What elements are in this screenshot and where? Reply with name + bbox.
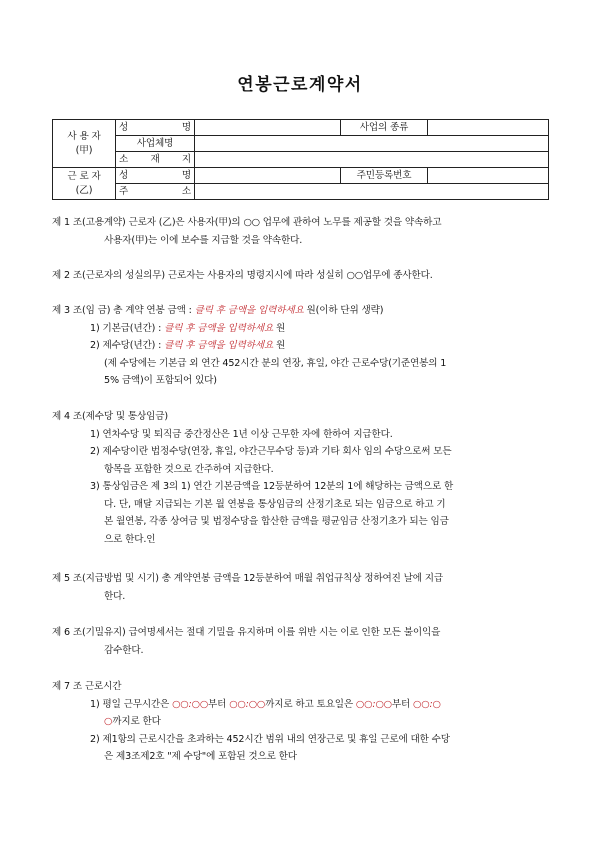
article-6 (52, 624, 550, 659)
article-4-item-3-line-1: 3) 통상임금은 제 3의 1) 연간 기본금액을 12등분하여 12분의 1에 해당하는 금액으로 한 (90, 481, 454, 492)
article-4-line-1: 제 4 조(제수당 및 통상임금) (52, 411, 168, 422)
article-7-item-2-line-2: 은 제3조제2호 "제 수당"에 포함된 것으로 한다 (104, 751, 297, 762)
from-text-2: 부터 (391, 698, 414, 710)
allowance-label: 2) 제수당(년간) : (90, 340, 165, 351)
location-label: 소 재 지 (116, 152, 195, 168)
article-1 (52, 214, 550, 249)
employer-label-cell (53, 120, 116, 168)
article-4-item-3-line-2: 다. 단, 매달 지급되는 기본 월 연봉을 통상임금의 산정기초로 되는 임금으로 하고 기 (104, 498, 446, 510)
article-5-line-1: 제 5 조(지급방법 및 시기) 총 계약연봉 금액을 12등분하여 매월 취업규칙상 정하여진 날에 지급 (52, 573, 443, 584)
article-2 (52, 267, 550, 285)
weekday-end-time-input[interactable]: ○○:○○ (229, 698, 266, 710)
article-7-item-1-line-2 (52, 713, 550, 731)
weekday-hours-label: 1) 평일 근무시간은 (90, 698, 173, 710)
article-1-line-2: 사용자(甲)는 이에 보수를 지급할 것을 약속한다. (104, 234, 303, 246)
location-field[interactable] (195, 152, 549, 168)
address-label: 주 소 (116, 184, 195, 200)
saturday-start-time-input[interactable]: ○○:○○ (355, 698, 392, 710)
employer-name-field[interactable] (195, 120, 341, 136)
article-2-line-1: 제 2 조(근로자의 성실의무) 근로자는 사용자의 명령지시에 따라 성실히 ○○업무에 종사한다. (52, 270, 433, 281)
article-5-line-2: 한다. (104, 590, 126, 602)
employer-label: 사 용 자 (67, 130, 101, 142)
article-3-note-line-2: 5% 금액)이 포함되어 있다) (104, 375, 217, 386)
business-type-field[interactable] (428, 120, 549, 136)
document-title: 연봉근로계약서 (237, 75, 363, 95)
article-7-item-2-line-1: 2) 제1항의 근로시간을 초과하는 452시간 범위 내의 연장근로 및 휴일 근로에 대한 수당 (90, 733, 450, 745)
allowance-unit: 원 (273, 340, 286, 351)
from-text-1: 부터 (208, 698, 230, 710)
article-3-item-1 (52, 320, 550, 338)
article-4-item-2-line-1: 2) 제수당이란 법정수당(연장, 휴일, 야간근무수당 등)과 기타 회사 임의 수당으로써 모든 (90, 446, 452, 457)
article-4 (52, 408, 550, 548)
until-text: 까지로 한다 (112, 716, 161, 727)
article-3-total-prefix: 제 3 조(임 금) 총 계약 연봉 금액 : (52, 305, 195, 316)
base-pay-amount-input[interactable]: 클릭 후 금액을 입력하세요 (164, 322, 274, 334)
article-3-note-line-1: (제 수당에는 기본급 외 연간 452시간 분의 연장, 휴일, 야간 근로수당(기준연봉의 1 (104, 357, 447, 369)
allowance-amount-input[interactable]: 클릭 후 금액을 입력하세요 (164, 340, 274, 351)
employee-name-label: 성 명 (116, 168, 195, 184)
article-4-item-3-line-3: 본 월연봉, 각종 상여금 및 법정수당을 합산한 금액을 평균임금 산정기초가 되는 임금 (104, 516, 449, 527)
employee-name-field[interactable] (195, 168, 341, 184)
saturday-text: 까지로 하고 토요일은 (265, 698, 356, 710)
article-7 (52, 678, 550, 766)
article-4-item-1: 1) 연차수당 및 퇴직금 중간정산은 1년 이상 근무한 자에 한하여 지급한다. (90, 428, 393, 440)
article-4-item-3-line-4: 으로 한다.인 (104, 533, 156, 545)
saturday-end-time-input-tail[interactable]: ○ (104, 716, 113, 727)
address-field[interactable] (195, 184, 549, 200)
weekday-start-time-input[interactable]: ○○:○○ (172, 698, 209, 710)
article-7-item-1-line-1 (52, 696, 550, 714)
resident-number-field[interactable] (428, 168, 549, 184)
employer-name-label: 성 명 (116, 120, 195, 136)
article-3-line-1 (52, 302, 550, 320)
business-name-label: 사업체명 (116, 136, 195, 152)
employer-sub-label: (甲) (75, 144, 93, 156)
business-name-field[interactable] (195, 136, 549, 152)
business-type-label: 사업의 종류 (341, 120, 428, 136)
article-3-total-suffix: 원(이하 단위 생략) (303, 305, 384, 316)
article-1-line-1: 제 1 조(고용계약) 근로자 (乙)은 사용자(甲)의 ○○ 업무에 관하여 노무를 제공할 것을 약속하고 (52, 217, 442, 228)
saturday-end-time-input[interactable]: ○○:○ (413, 698, 441, 710)
base-pay-label: 1) 기본급(년간) : (90, 322, 165, 334)
article-6-line-1: 제 6 조(기밀유지) 급여명세서는 절대 기밀을 유지하며 이를 위반 시는 이로 인한 모든 불이익을 (52, 627, 441, 638)
parties-table (52, 119, 549, 200)
employee-sub-label: (乙) (75, 184, 93, 196)
employee-label: 근 로 자 (67, 170, 101, 182)
article-5 (52, 570, 550, 605)
article-4-item-2-line-2: 항목을 포함한 것으로 간주하여 지급한다. (104, 463, 274, 475)
total-salary-amount-input[interactable]: 클릭 후 금액을 입력하세요 (194, 305, 304, 316)
resident-number-label: 주민등록번호 (341, 168, 428, 184)
base-pay-unit: 원 (273, 322, 286, 334)
employee-label-cell (53, 168, 116, 200)
article-3-item-2 (52, 337, 550, 355)
article-7-line-1: 제 7 조 근로시간 (52, 681, 122, 692)
article-6-line-2: 감수한다. (104, 644, 144, 656)
article-3 (52, 302, 550, 390)
